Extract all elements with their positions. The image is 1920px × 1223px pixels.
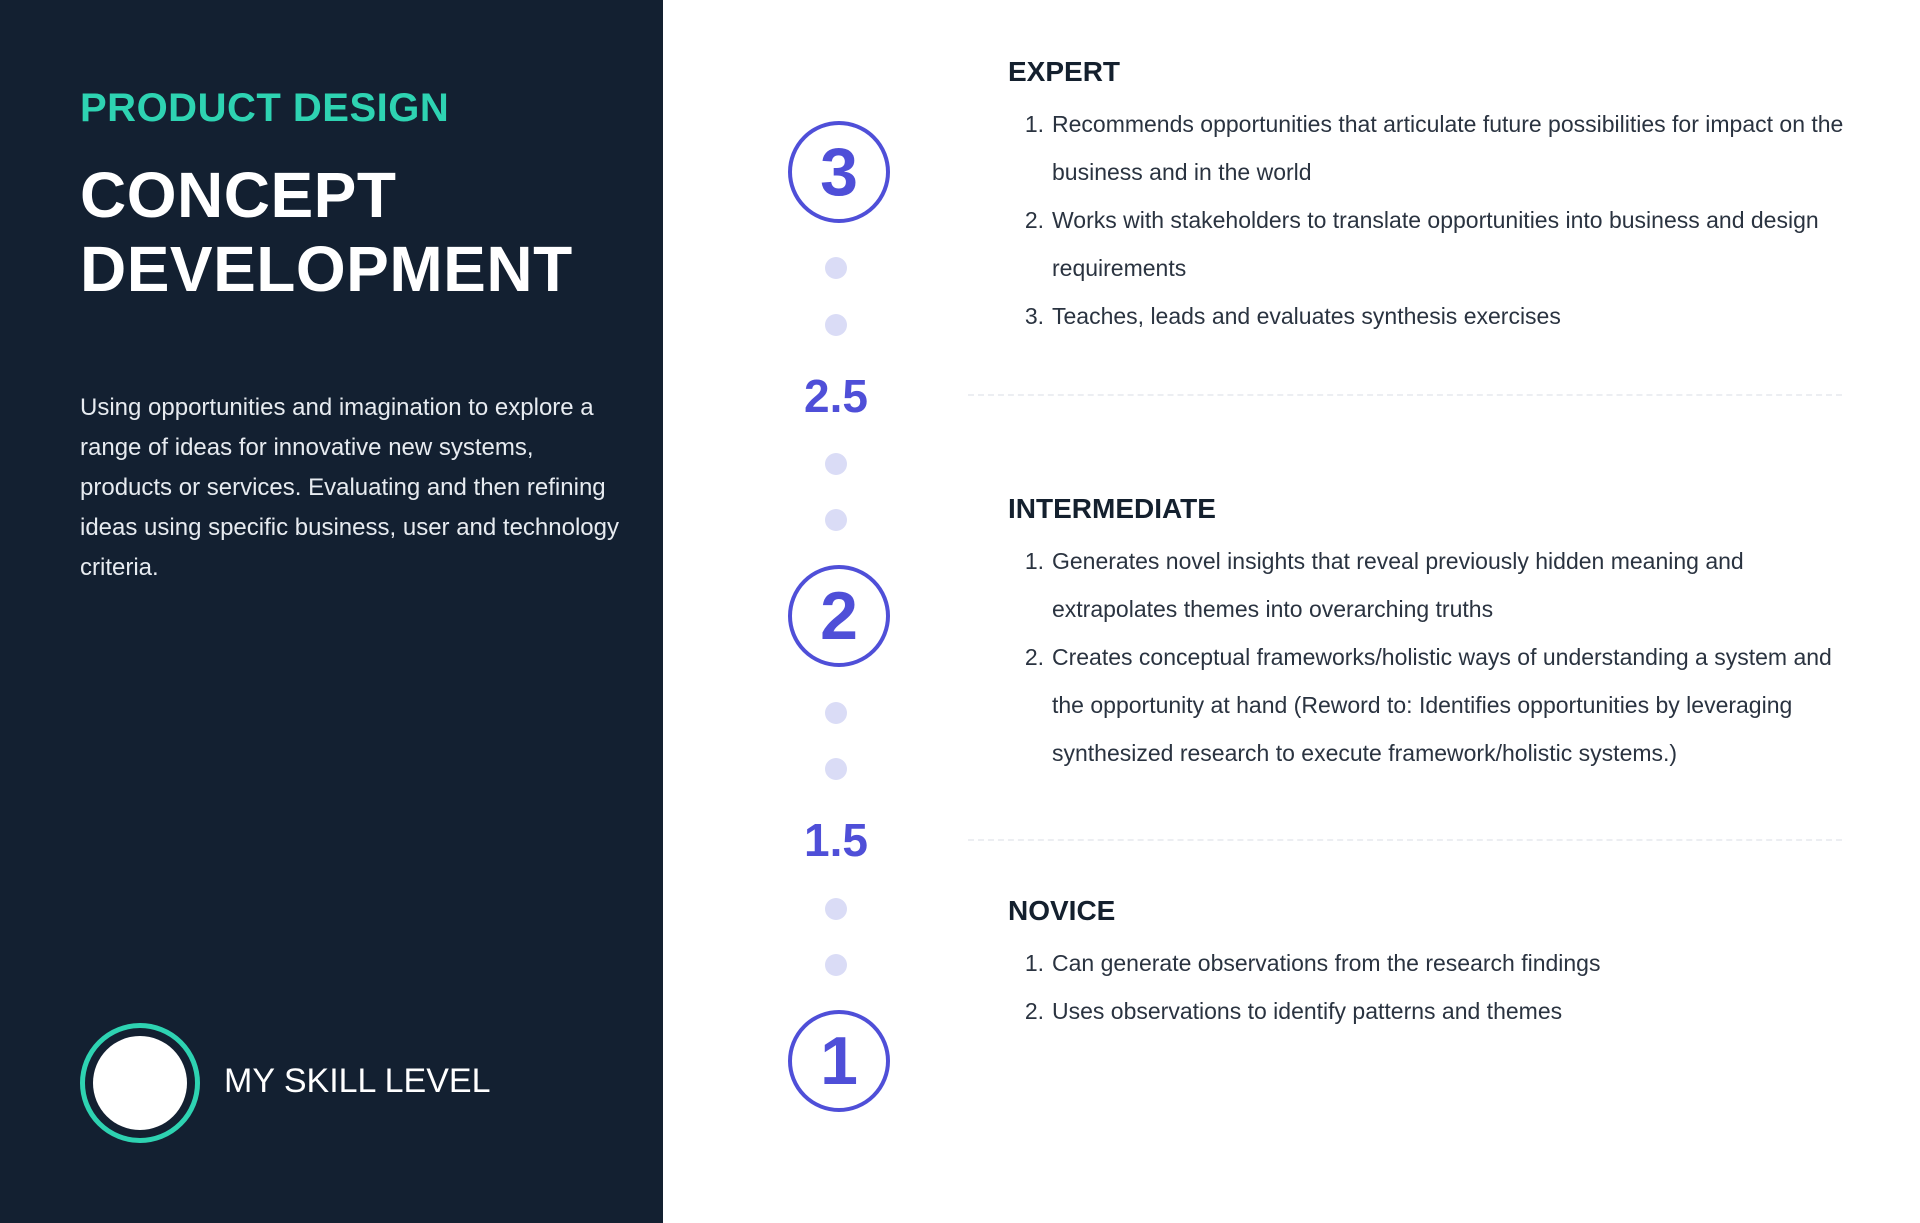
- scale-dot: [825, 453, 847, 475]
- list-item-number: 3.: [1024, 303, 1044, 329]
- page-title-line-1: CONCEPT: [80, 159, 397, 231]
- category-label: PRODUCT DESIGN: [80, 86, 450, 130]
- level-1-5-label: 1.5: [804, 814, 868, 866]
- page-title: [80, 158, 573, 306]
- list-item-number: 1.: [1024, 111, 1044, 137]
- list-item-text: Can generate observations from the research findings: [1052, 950, 1601, 976]
- list-item-text: Uses observations to identify patterns and themes: [1052, 998, 1563, 1024]
- scale-dot: [825, 758, 847, 780]
- scale-dot: [825, 257, 847, 279]
- expert-heading: EXPERT: [1008, 56, 1121, 87]
- level-divider: [968, 394, 1842, 396]
- novice-section: [1008, 893, 1848, 1035]
- list-item: [1008, 292, 1848, 340]
- list-item-text: Teaches, leads and evaluates synthesis exercises: [1052, 303, 1561, 329]
- intermediate-section: [1008, 491, 1848, 777]
- level-2-5-label: 2.5: [804, 370, 868, 422]
- expert-section: [1008, 54, 1848, 340]
- list-item-number: 1.: [1024, 548, 1044, 574]
- intermediate-heading: INTERMEDIATE: [1008, 493, 1216, 524]
- level-divider: [968, 839, 1842, 841]
- list-item: [1008, 100, 1848, 196]
- novice-heading: NOVICE: [1008, 895, 1116, 926]
- list-item: [1008, 939, 1848, 987]
- skill-level-indicator: [80, 1023, 200, 1143]
- page-title-line-2: DEVELOPMENT: [80, 233, 573, 305]
- left-panel: [0, 0, 663, 1223]
- list-item-number: 2.: [1024, 207, 1044, 233]
- list-item-number: 2.: [1024, 998, 1044, 1024]
- level-3-badge: 3: [788, 121, 890, 223]
- skill-description: Using opportunities and imagination to explore a range of ideas for innovative new systems, products or services. Evaluating and then refining ideas using specific business, user and technology criteria.: [80, 394, 619, 581]
- scale-dot: [825, 509, 847, 531]
- list-item: [1008, 537, 1848, 633]
- list-item-number: 2.: [1024, 644, 1044, 670]
- scale-dot: [825, 954, 847, 976]
- scale-dot: [825, 702, 847, 724]
- skill-level-label: MY SKILL LEVEL: [224, 1062, 491, 1100]
- list-item: [1008, 987, 1848, 1035]
- scale-dot: [825, 898, 847, 920]
- list-item-text: Recommends opportunities that articulate future possibilities for impact on the business and in the world: [1052, 111, 1844, 185]
- list-item-number: 1.: [1024, 950, 1044, 976]
- novice-criteria-list: [1008, 939, 1848, 1035]
- level-1-badge: 1: [788, 1010, 890, 1112]
- skill-level-indicator-fill: [93, 1036, 187, 1130]
- scale-dot: [825, 314, 847, 336]
- expert-criteria-list: [1008, 100, 1848, 340]
- intermediate-criteria-list: [1008, 537, 1848, 777]
- list-item: [1008, 196, 1848, 292]
- list-item-text: Works with stakeholders to translate opportunities into business and design requirements: [1052, 207, 1819, 281]
- list-item-text: Creates conceptual frameworks/holistic ways of understanding a system and the opportunity at hand (Reword to: Identifies opportunities by leveraging synthesized research to execute framework/holistic systems.): [1052, 644, 1832, 766]
- list-item-text: Generates novel insights that reveal previously hidden meaning and extrapolates themes into overarching truths: [1052, 548, 1744, 622]
- list-item: [1008, 633, 1848, 777]
- level-2-badge: 2: [788, 565, 890, 667]
